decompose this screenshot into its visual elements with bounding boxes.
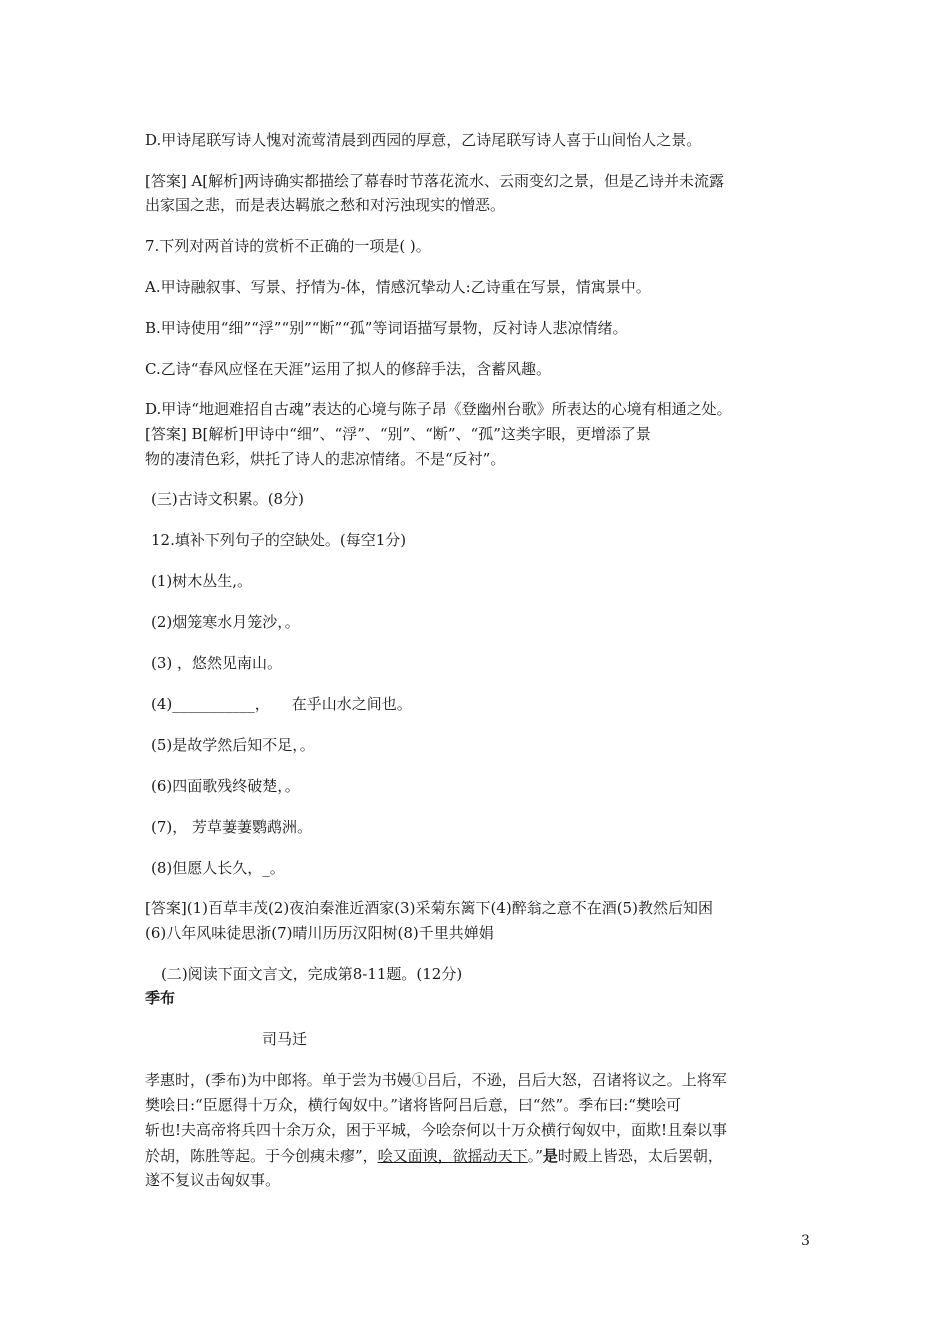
answer12-line1: [答案](1)百草丰茂(2)夜泊秦淮近酒家(3)采菊东篱下(4)醉翁之意不在酒(5)教然后知困 xyxy=(145,899,713,917)
fill-item-4-number: (4) xyxy=(151,695,173,713)
answer7-line2: 物的凄清色彩，烘托了诗人的悲凉情绪。不是“反衬”。 xyxy=(145,450,506,468)
passage-author: 司马迁 xyxy=(262,1030,308,1048)
fill-item-8: (8)但愿人长久，_。 xyxy=(151,859,285,877)
option-d-question6: D.甲诗尾联写诗人愧对流莺清晨到西园的厚意，乙诗尾联写诗人喜于山间怡人之景。 xyxy=(145,131,702,149)
bold-word-shi: 是 xyxy=(542,1147,558,1165)
answer12-line2: (6)八年风味徒思浙(7)晴川历历汉阳树(8)千里共婵娟 xyxy=(145,924,494,942)
passage-line4-quote: 。” xyxy=(527,1147,543,1165)
underlined-sentence: 哙又面谀，欲摇动天下 xyxy=(377,1147,528,1165)
fill-item-4-text: 在乎山水之间也。 xyxy=(291,695,412,713)
passage-line4-start: 於胡，陈胜等起。于今创痍未瘳”， xyxy=(145,1147,378,1165)
question12-stem: 12.填补下列句子的空缺处。(每空1分) xyxy=(151,531,407,549)
fill-item-7: (7)， 芳草萋萋鹦鹉洲。 xyxy=(151,818,313,836)
fill-item-3: (3) ，悠然见南山。 xyxy=(151,654,283,672)
fill-item-1: (1)树木丛生,。 xyxy=(151,572,253,590)
passage-line1: 孝惠时，(季布)为中郎将。单于尝为书嫚①吕后，不逊，吕后大怒，召诸将议之。上将军 xyxy=(145,1071,727,1089)
passage-line2: 樊哙日:“臣愿得十万众，横行匈奴中。”诸将皆阿吕后意，曰“然”。季布曰:“樊哙可 xyxy=(145,1096,681,1114)
passage-line4 xyxy=(145,1146,723,1166)
question7-stem: 7.下列对两首诗的赏析不正确的一项是( )。 xyxy=(145,237,431,255)
fill-item-6: (6)四面歌残终破楚，。 xyxy=(151,777,300,795)
question7-option-c: C.乙诗“春风应怪在天涯”运用了拟人的修辞手法，含蓄风趣。 xyxy=(145,360,552,378)
fill-item-4-blank: ___________， xyxy=(172,695,270,713)
passage-title: 季布 xyxy=(145,989,176,1007)
section2-heading: (二)阅读下面文言文，完成第8-11题。(12分) xyxy=(161,965,463,983)
question7-option-b: B.甲诗使用“细”“浮”“别”“断”“孤”等词语描写景物，反衬诗人悲凉情绪。 xyxy=(145,319,628,337)
answer6-line1: [答案] A[解析]两诗确实都描绘了幕春时节落花流水、云雨变幻之景，但是乙诗并未流露 xyxy=(145,172,725,190)
fill-item-2: (2)烟笼寒水月笼沙，。 xyxy=(151,613,300,631)
fill-item-5: (5)是故学然后知不足，。 xyxy=(151,736,315,754)
passage-line5: 遂不复议击匈奴事。 xyxy=(145,1171,281,1189)
passage-line3: 斩也!夫高帝将兵四十余万众，困于平城，今哙奈何以十万众横行匈奴中，面欺!且秦以事 xyxy=(145,1121,728,1139)
answer6-line2: 出家国之悲，而是表达羁旅之愁和对污浊现实的憎恶。 xyxy=(145,196,506,214)
section3-heading: (三)古诗文积累。(8分) xyxy=(151,490,304,508)
page-number: 3 xyxy=(801,1233,810,1249)
question7-option-d: D.甲诗“地迥难招自古魂”表达的心境与陈子昂《登幽州台歌》所表达的心境有相通之处。 xyxy=(145,400,732,418)
answer7-line1: [答案] B[解析]甲诗中“细”、“浮”、“别”、“断”、“孤”这类字眼，更增添了景 xyxy=(145,425,651,443)
fill-item-4 xyxy=(151,694,412,714)
question7-option-a: A.甲诗融叙事、写景、抒情为-体，情感沉挚动人:乙诗重在写景，情寓景中。 xyxy=(145,278,651,296)
passage-line4-end: 时殿上皆恐，太后罢朝， xyxy=(557,1147,723,1165)
